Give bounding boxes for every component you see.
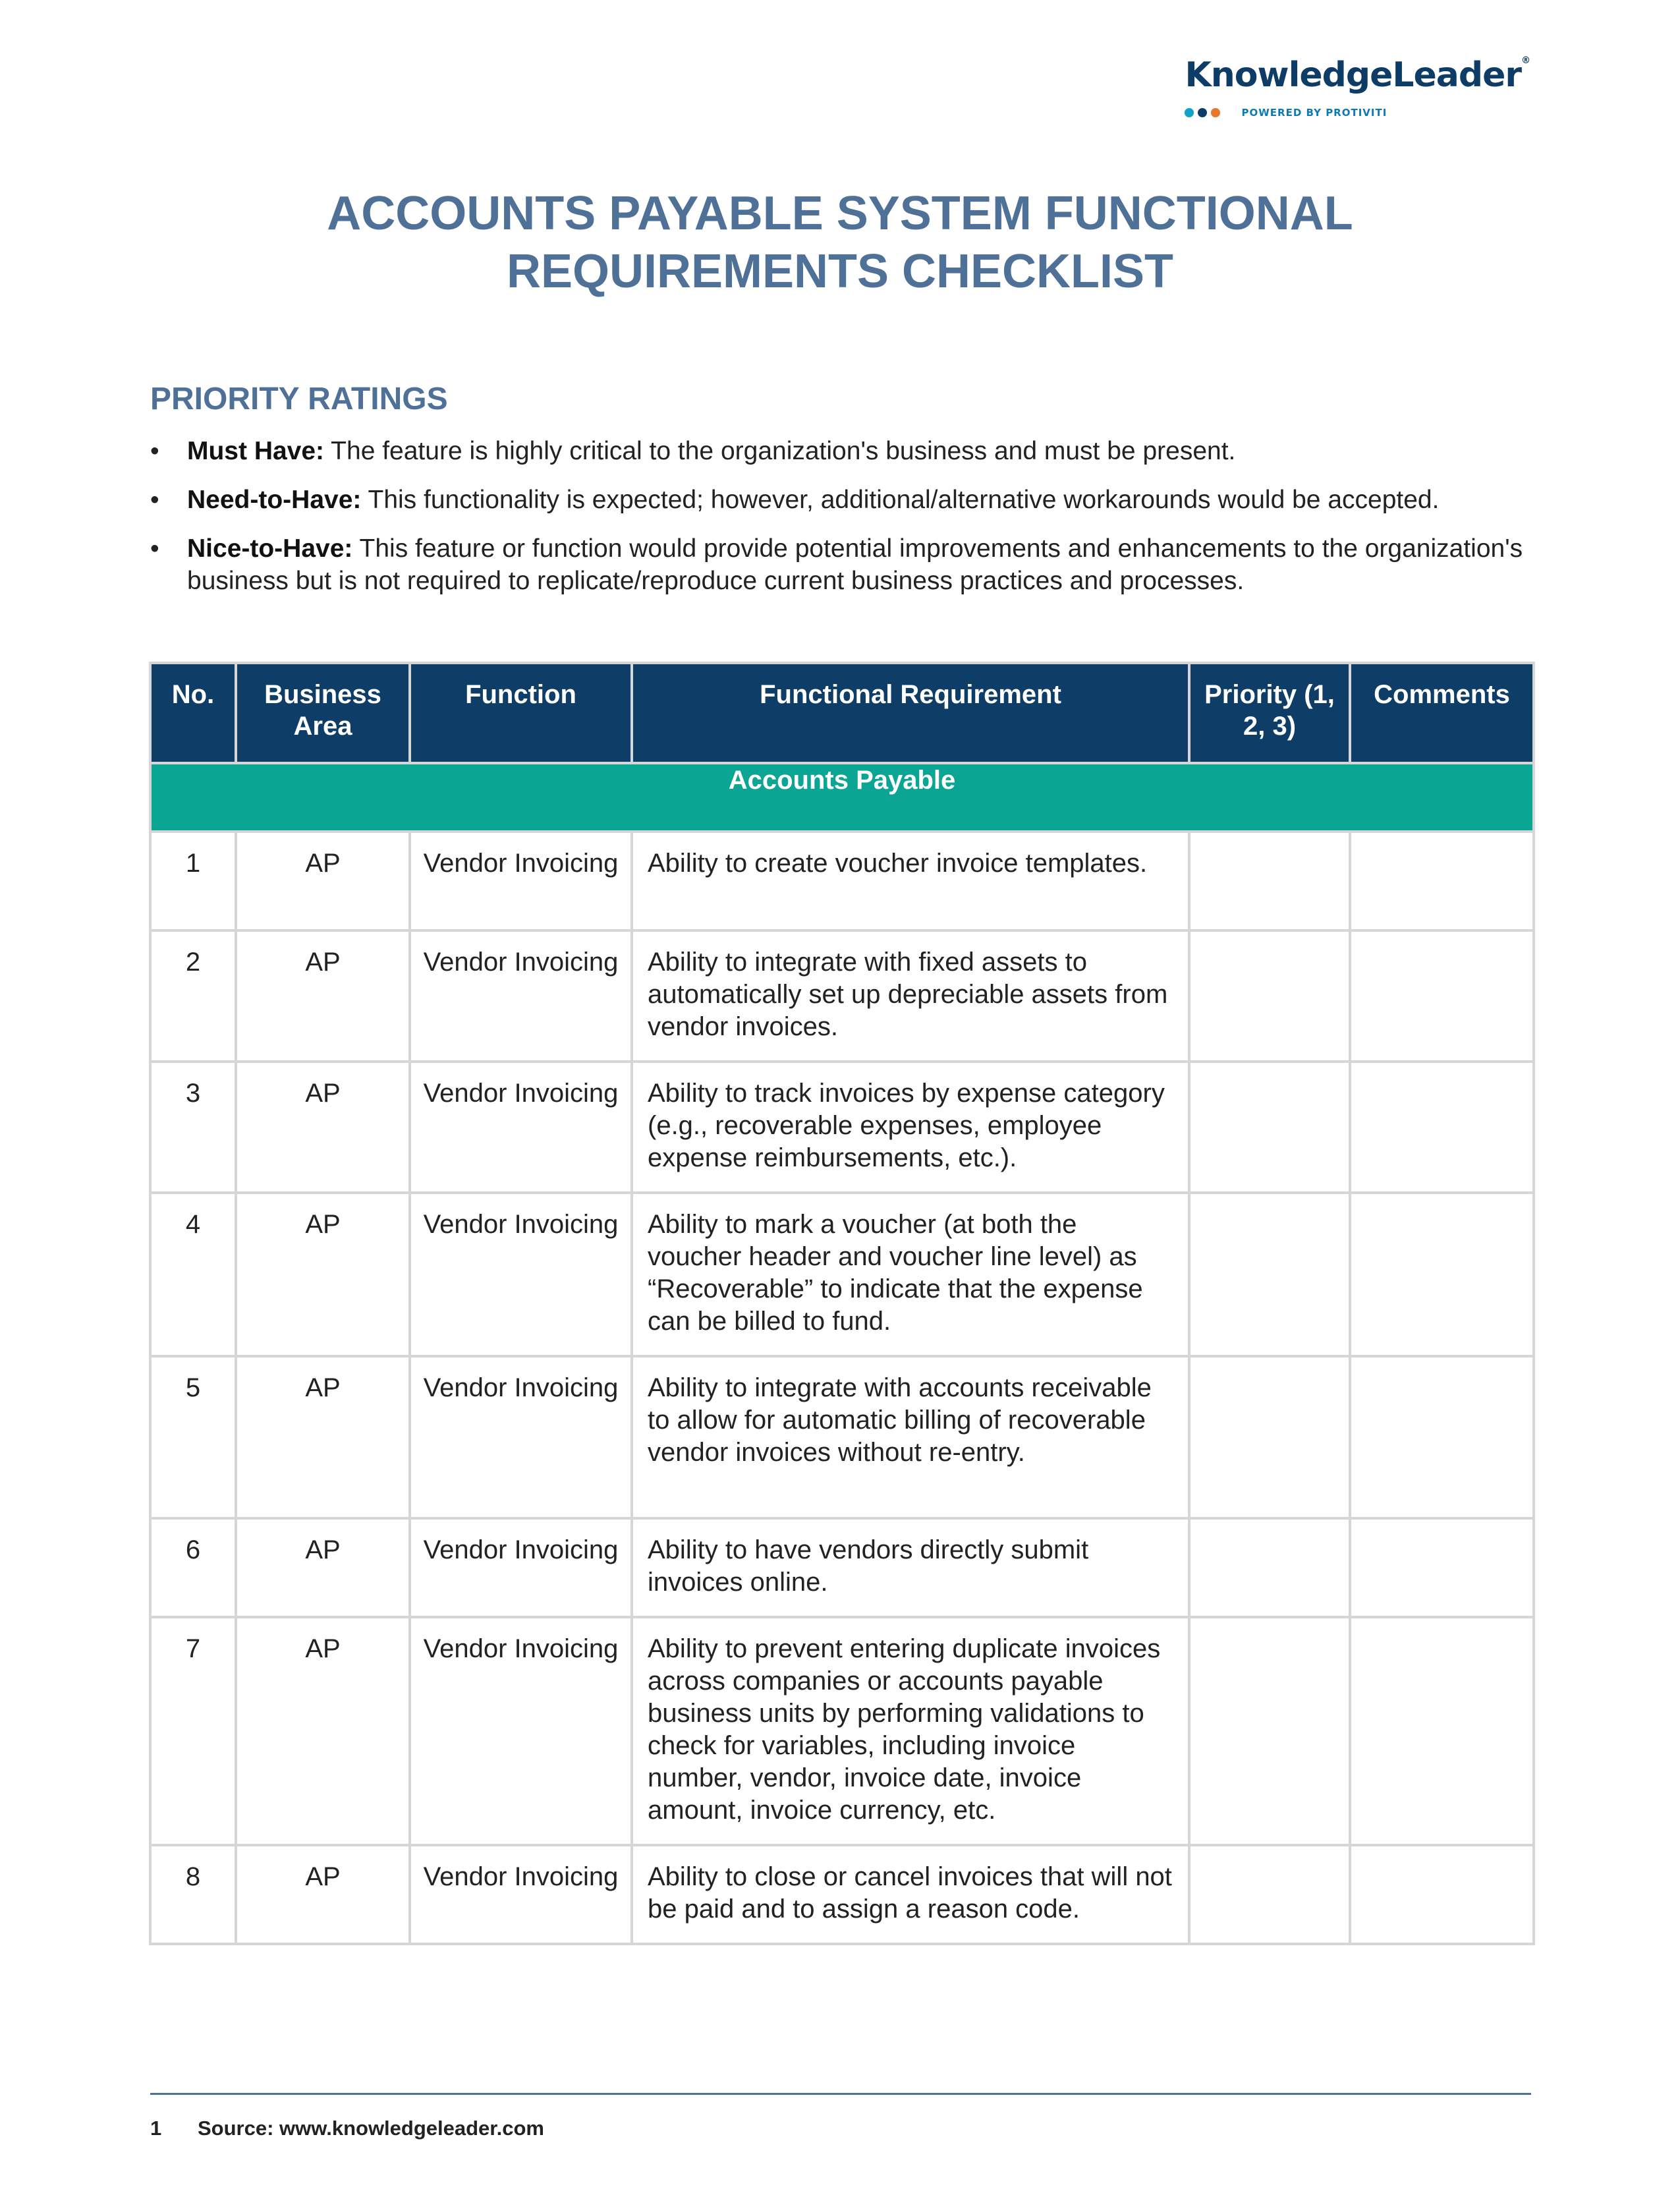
section-label: Accounts Payable (150, 763, 1534, 832)
cell-requirement: Ability to mark a voucher (at both the voucher header and voucher line level) as “Recoverable” to indicate that the expense can be billed to fund. (632, 1193, 1189, 1356)
header-priority: Priority (1, 2, 3) (1189, 663, 1350, 763)
cell-requirement: Ability to close or cancel invoices that will not be paid and to assign a reason code. (632, 1845, 1189, 1944)
cell-no: 4 (150, 1193, 236, 1356)
cell-business-area: AP (236, 1193, 410, 1356)
cell-no: 3 (150, 1062, 236, 1193)
rating-term: Must Have: (187, 437, 325, 465)
cell-business-area: AP (236, 1845, 410, 1944)
table-row (150, 832, 1534, 930)
header-no: No. (150, 663, 236, 763)
cell-comments[interactable] (1350, 1193, 1534, 1356)
logo-registered-mark: ® (1521, 55, 1530, 66)
cell-priority[interactable] (1189, 1356, 1350, 1518)
cell-priority[interactable] (1189, 1062, 1350, 1193)
cell-function: Vendor Invoicing (410, 1617, 632, 1845)
header-comments: Comments (1350, 663, 1534, 763)
cell-priority[interactable] (1189, 1617, 1350, 1845)
table-row (150, 930, 1534, 1062)
cell-business-area: AP (236, 832, 410, 930)
rating-term: Nice-to-Have: (187, 534, 353, 563)
table-row (150, 1617, 1534, 1845)
logo-tagline (1185, 107, 1530, 119)
logo-text: KnowledgeLeader (1185, 55, 1521, 95)
rating-desc: The feature is highly critical to the organization's business and must be present. (324, 437, 1236, 465)
cell-function: Vendor Invoicing (410, 1845, 632, 1944)
cell-business-area: AP (236, 1356, 410, 1518)
cell-comments[interactable] (1350, 930, 1534, 1062)
cell-function: Vendor Invoicing (410, 1193, 632, 1356)
table-row (150, 1193, 1534, 1356)
rating-desc: This feature or function would provide potential improvements and enhancements to the organization's business but is not required to replicate/reproduce current business practices and processes. (187, 534, 1523, 595)
table-row (150, 1356, 1534, 1518)
cell-no: 8 (150, 1845, 236, 1944)
cell-comments[interactable] (1350, 1356, 1534, 1518)
priority-ratings-heading: PRIORITY RATINGS (150, 382, 448, 416)
cell-priority[interactable] (1189, 832, 1350, 930)
powered-by-text: POWERED BY PROTIVITI (1241, 107, 1387, 119)
logo-wordmark (1185, 55, 1530, 95)
cell-comments[interactable] (1350, 1845, 1534, 1944)
cell-no: 5 (150, 1356, 236, 1518)
cell-business-area: AP (236, 1062, 410, 1193)
cell-comments[interactable] (1350, 1617, 1534, 1845)
cell-no: 6 (150, 1518, 236, 1617)
rating-item-nice-to-have (150, 532, 1547, 597)
document-title (0, 185, 1680, 300)
cell-business-area: AP (236, 1518, 410, 1617)
cell-priority[interactable] (1189, 1845, 1350, 1944)
cell-function: Vendor Invoicing (410, 930, 632, 1062)
header-functional-requirement: Functional Requirement (632, 663, 1189, 763)
title-line-1: ACCOUNTS PAYABLE SYSTEM FUNCTIONAL (327, 187, 1353, 240)
table-header-row (150, 663, 1534, 763)
cell-requirement: Ability to have vendors directly submit invoices online. (632, 1518, 1189, 1617)
bullet-icon: • (150, 534, 159, 563)
rating-term: Need-to-Have: (187, 486, 362, 514)
footer-divider (150, 2093, 1531, 2095)
cell-business-area: AP (236, 930, 410, 1062)
cell-function: Vendor Invoicing (410, 832, 632, 930)
cell-comments[interactable] (1350, 1518, 1534, 1617)
bullet-icon: • (150, 437, 159, 465)
bullet-icon: • (150, 486, 159, 514)
cell-requirement: Ability to create voucher invoice templates. (632, 832, 1189, 930)
table-row (150, 1518, 1534, 1617)
logo-dot-icon (1198, 108, 1207, 117)
priority-ratings-list (150, 435, 1547, 613)
cell-comments[interactable] (1350, 1062, 1534, 1193)
rating-desc: This functionality is expected; however, additional/alternative workarounds would be accepted. (361, 486, 1440, 514)
title-line-2: REQUIREMENTS CHECKLIST (506, 245, 1174, 298)
table-row (150, 1845, 1534, 1944)
rating-item-must-have (150, 435, 1547, 467)
cell-function: Vendor Invoicing (410, 1518, 632, 1617)
cell-business-area: AP (236, 1617, 410, 1845)
cell-no: 2 (150, 930, 236, 1062)
cell-function: Vendor Invoicing (410, 1062, 632, 1193)
cell-priority[interactable] (1189, 1518, 1350, 1617)
page-number: 1 (150, 2117, 162, 2140)
cell-comments[interactable] (1350, 832, 1534, 930)
table-row (150, 1062, 1534, 1193)
header-function: Function (410, 663, 632, 763)
cell-requirement: Ability to integrate with accounts receivable to allow for automatic billing of recoverable vendor invoices without re-entry. (632, 1356, 1189, 1518)
source-text: Source: www.knowledgeleader.com (198, 2117, 545, 2140)
requirements-table (149, 662, 1535, 1945)
section-row-accounts-payable (150, 763, 1534, 832)
cell-priority[interactable] (1189, 930, 1350, 1062)
cell-priority[interactable] (1189, 1193, 1350, 1356)
logo-dot-icon (1185, 108, 1194, 117)
header-business-area: Business Area (236, 663, 410, 763)
logo-dot-icon (1211, 108, 1220, 117)
cell-function: Vendor Invoicing (410, 1356, 632, 1518)
cell-requirement: Ability to track invoices by expense category (e.g., recoverable expenses, employee expense reimbursements, etc.). (632, 1062, 1189, 1193)
cell-no: 7 (150, 1617, 236, 1845)
page-footer (150, 2117, 544, 2140)
cell-requirement: Ability to prevent entering duplicate invoices across companies or accounts payable business units by performing validations to check for variables, including invoice number, vendor, invoice date, invoice amount, invoice currency, etc. (632, 1617, 1189, 1845)
knowledgeleader-logo (1185, 55, 1530, 119)
logo-dots-icon (1185, 108, 1220, 117)
rating-item-need-to-have (150, 484, 1547, 516)
cell-requirement: Ability to integrate with fixed assets to automatically set up depreciable assets from vendor invoices. (632, 930, 1189, 1062)
cell-no: 1 (150, 832, 236, 930)
